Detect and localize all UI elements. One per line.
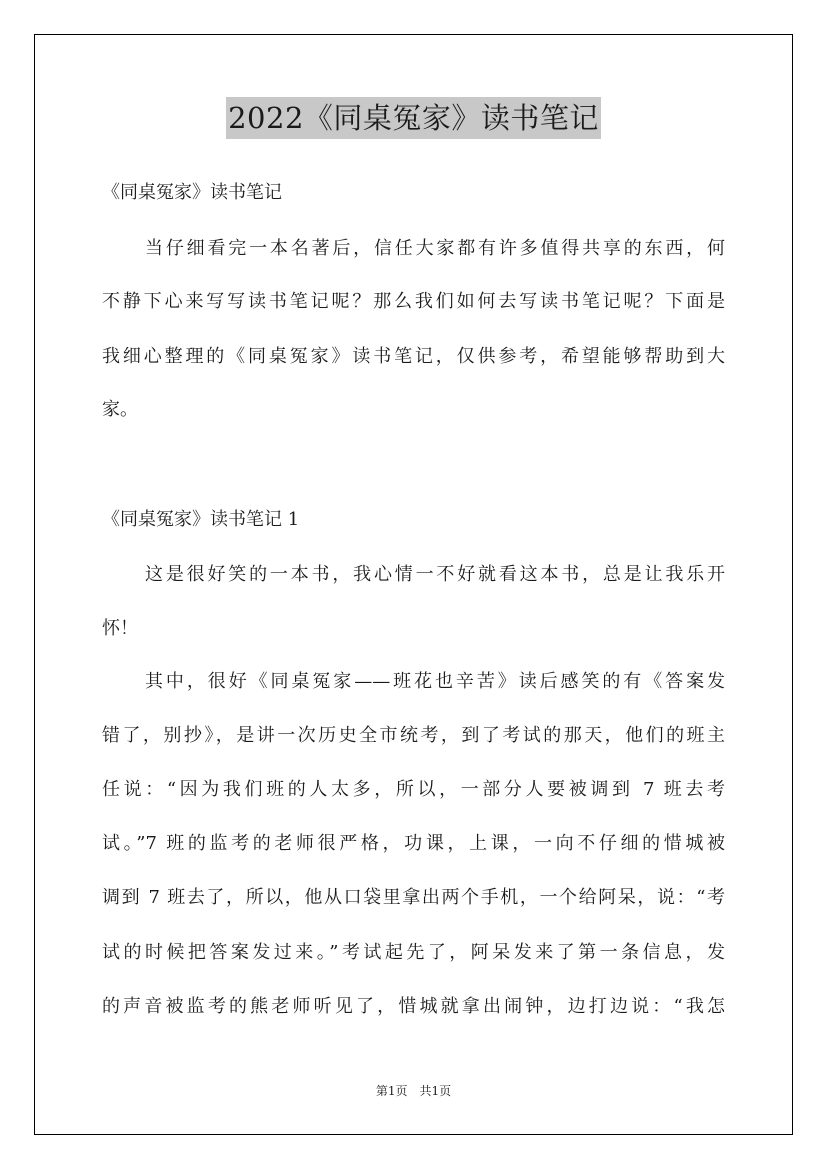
paragraph-line: 试的时候把答案发过来。”考试起先了，阿呆发来了第一条信息，发 [102,942,725,963]
document-title-block [0,97,827,139]
intro-line: 我细心整理的《同桌冤家》读书笔记，仅供参考，希望能够帮助到大 [102,346,725,367]
intro-line: 当仔细看完一本名著后，信任大家都有许多值得共享的东西，何 [145,238,725,259]
paragraph-line: 错了，别抄》，是讲一次历史全市统考，到了考试的那天，他们的班主 [102,725,725,746]
paragraph-line: 任说：“因为我们班的人太多，所以，一部分人要被调到 7 班去考 [102,779,725,800]
document-title: 2022《同桌冤家》读书笔记 [226,97,601,139]
paragraph-line: 怀！ [102,618,138,639]
paragraph-line: 其中，很好《同桌冤家——班花也辛苦》读后感笑的有《答案发 [145,671,725,692]
paragraph-line: 调到 7 班去了，所以，他从口袋里拿出两个手机，一个给阿呆，说：“考 [102,887,725,908]
section-heading: 《同桌冤家》读书笔记 1 [102,509,300,530]
intro-line: 家。 [102,399,138,420]
paragraph-line: 这是很好笑的一本书，我心情一不好就看这本书，总是让我乐开 [145,564,725,585]
document-subtitle: 《同桌冤家》读书笔记 [102,182,282,203]
paragraph-line: 的声音被监考的熊老师听见了，惜城就拿出闹钟，边打边说：“我怎 [102,996,725,1017]
page-number-footer: 第1页 共1页 [375,1084,452,1098]
paragraph-line: 试。”7 班的监考的老师很严格，功课，上课，一向不仔细的惜城被 [102,833,725,854]
intro-line: 不静下心来写写读书笔记呢？那么我们如何去写读书笔记呢？下面是 [102,291,725,312]
